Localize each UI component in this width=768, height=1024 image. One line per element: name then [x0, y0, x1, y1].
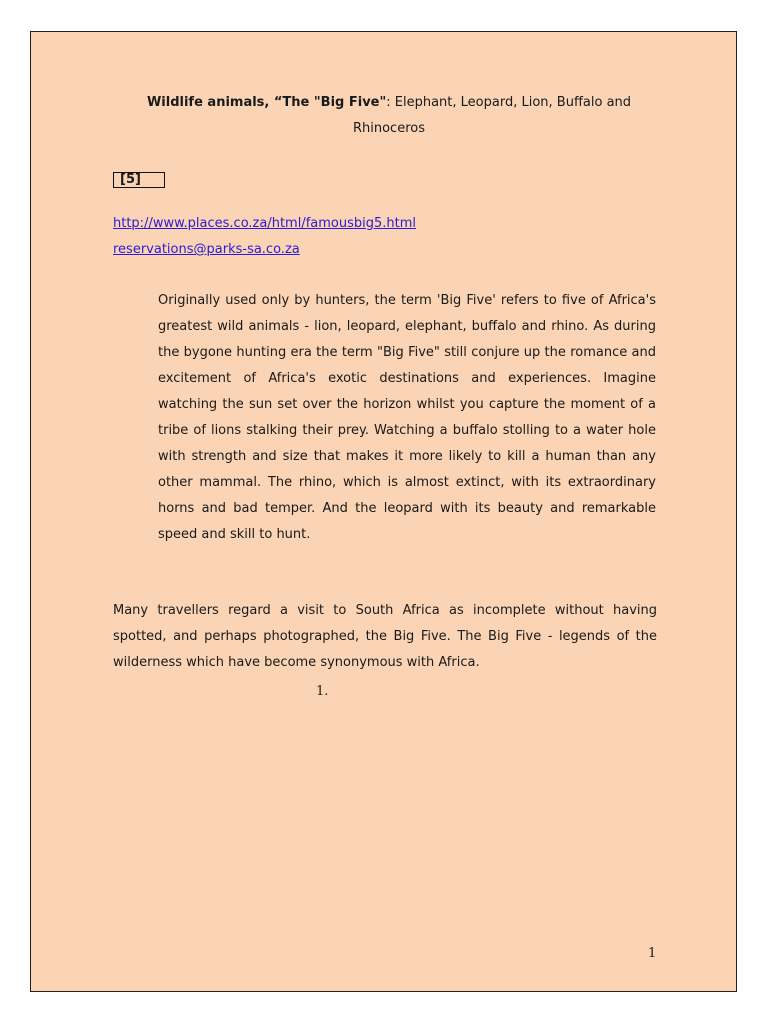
reference-tag: [5]	[113, 172, 165, 188]
body-paragraph: Many travellers regard a visit to South Africa as incomplete without having spotted, and perhaps photographed, the Big Five. The Big Five - legends of the wilderness which have become synonymous with Africa.	[113, 603, 657, 670]
source-url-link[interactable]: http://www.places.co.za/html/famousbig5.html	[113, 216, 417, 231]
title-bold-part: Wildlife animals, “The "Big Five"	[146, 95, 387, 110]
quoted-paragraph: Originally used only by hunters, the term 'Big Five' refers to five of Africa's greatest wild animals - lion, leopard, elephant, buffalo and rhino. As during the bygone hunting era the term "Big Five" still conjure up the romance and excitement of Africa's exotic destinations and experiences. Imagine watching the sun set over the horizon whilst you capture the moment of a tribe of lions stalking their prey. Watching a buffalo stolling to a water hole with strength and size that makes it more likely to kill a human than any other mammal. The rhino, which is almost extinct, with its extraordinary horns and bad temper. And the leopard with its beauty and remarkable speed and skill to hunt.	[158, 293, 656, 542]
document-title	[113, 90, 665, 142]
reservations-email-link[interactable]: reservations@parks-sa.co.za	[113, 242, 300, 257]
note-number: 1.	[316, 684, 329, 699]
page-number: 1	[648, 946, 657, 961]
document-page	[30, 31, 737, 992]
title-rest-part: : Elephant, Leopard, Lion, Buffalo and Rhinoceros	[352, 95, 632, 136]
